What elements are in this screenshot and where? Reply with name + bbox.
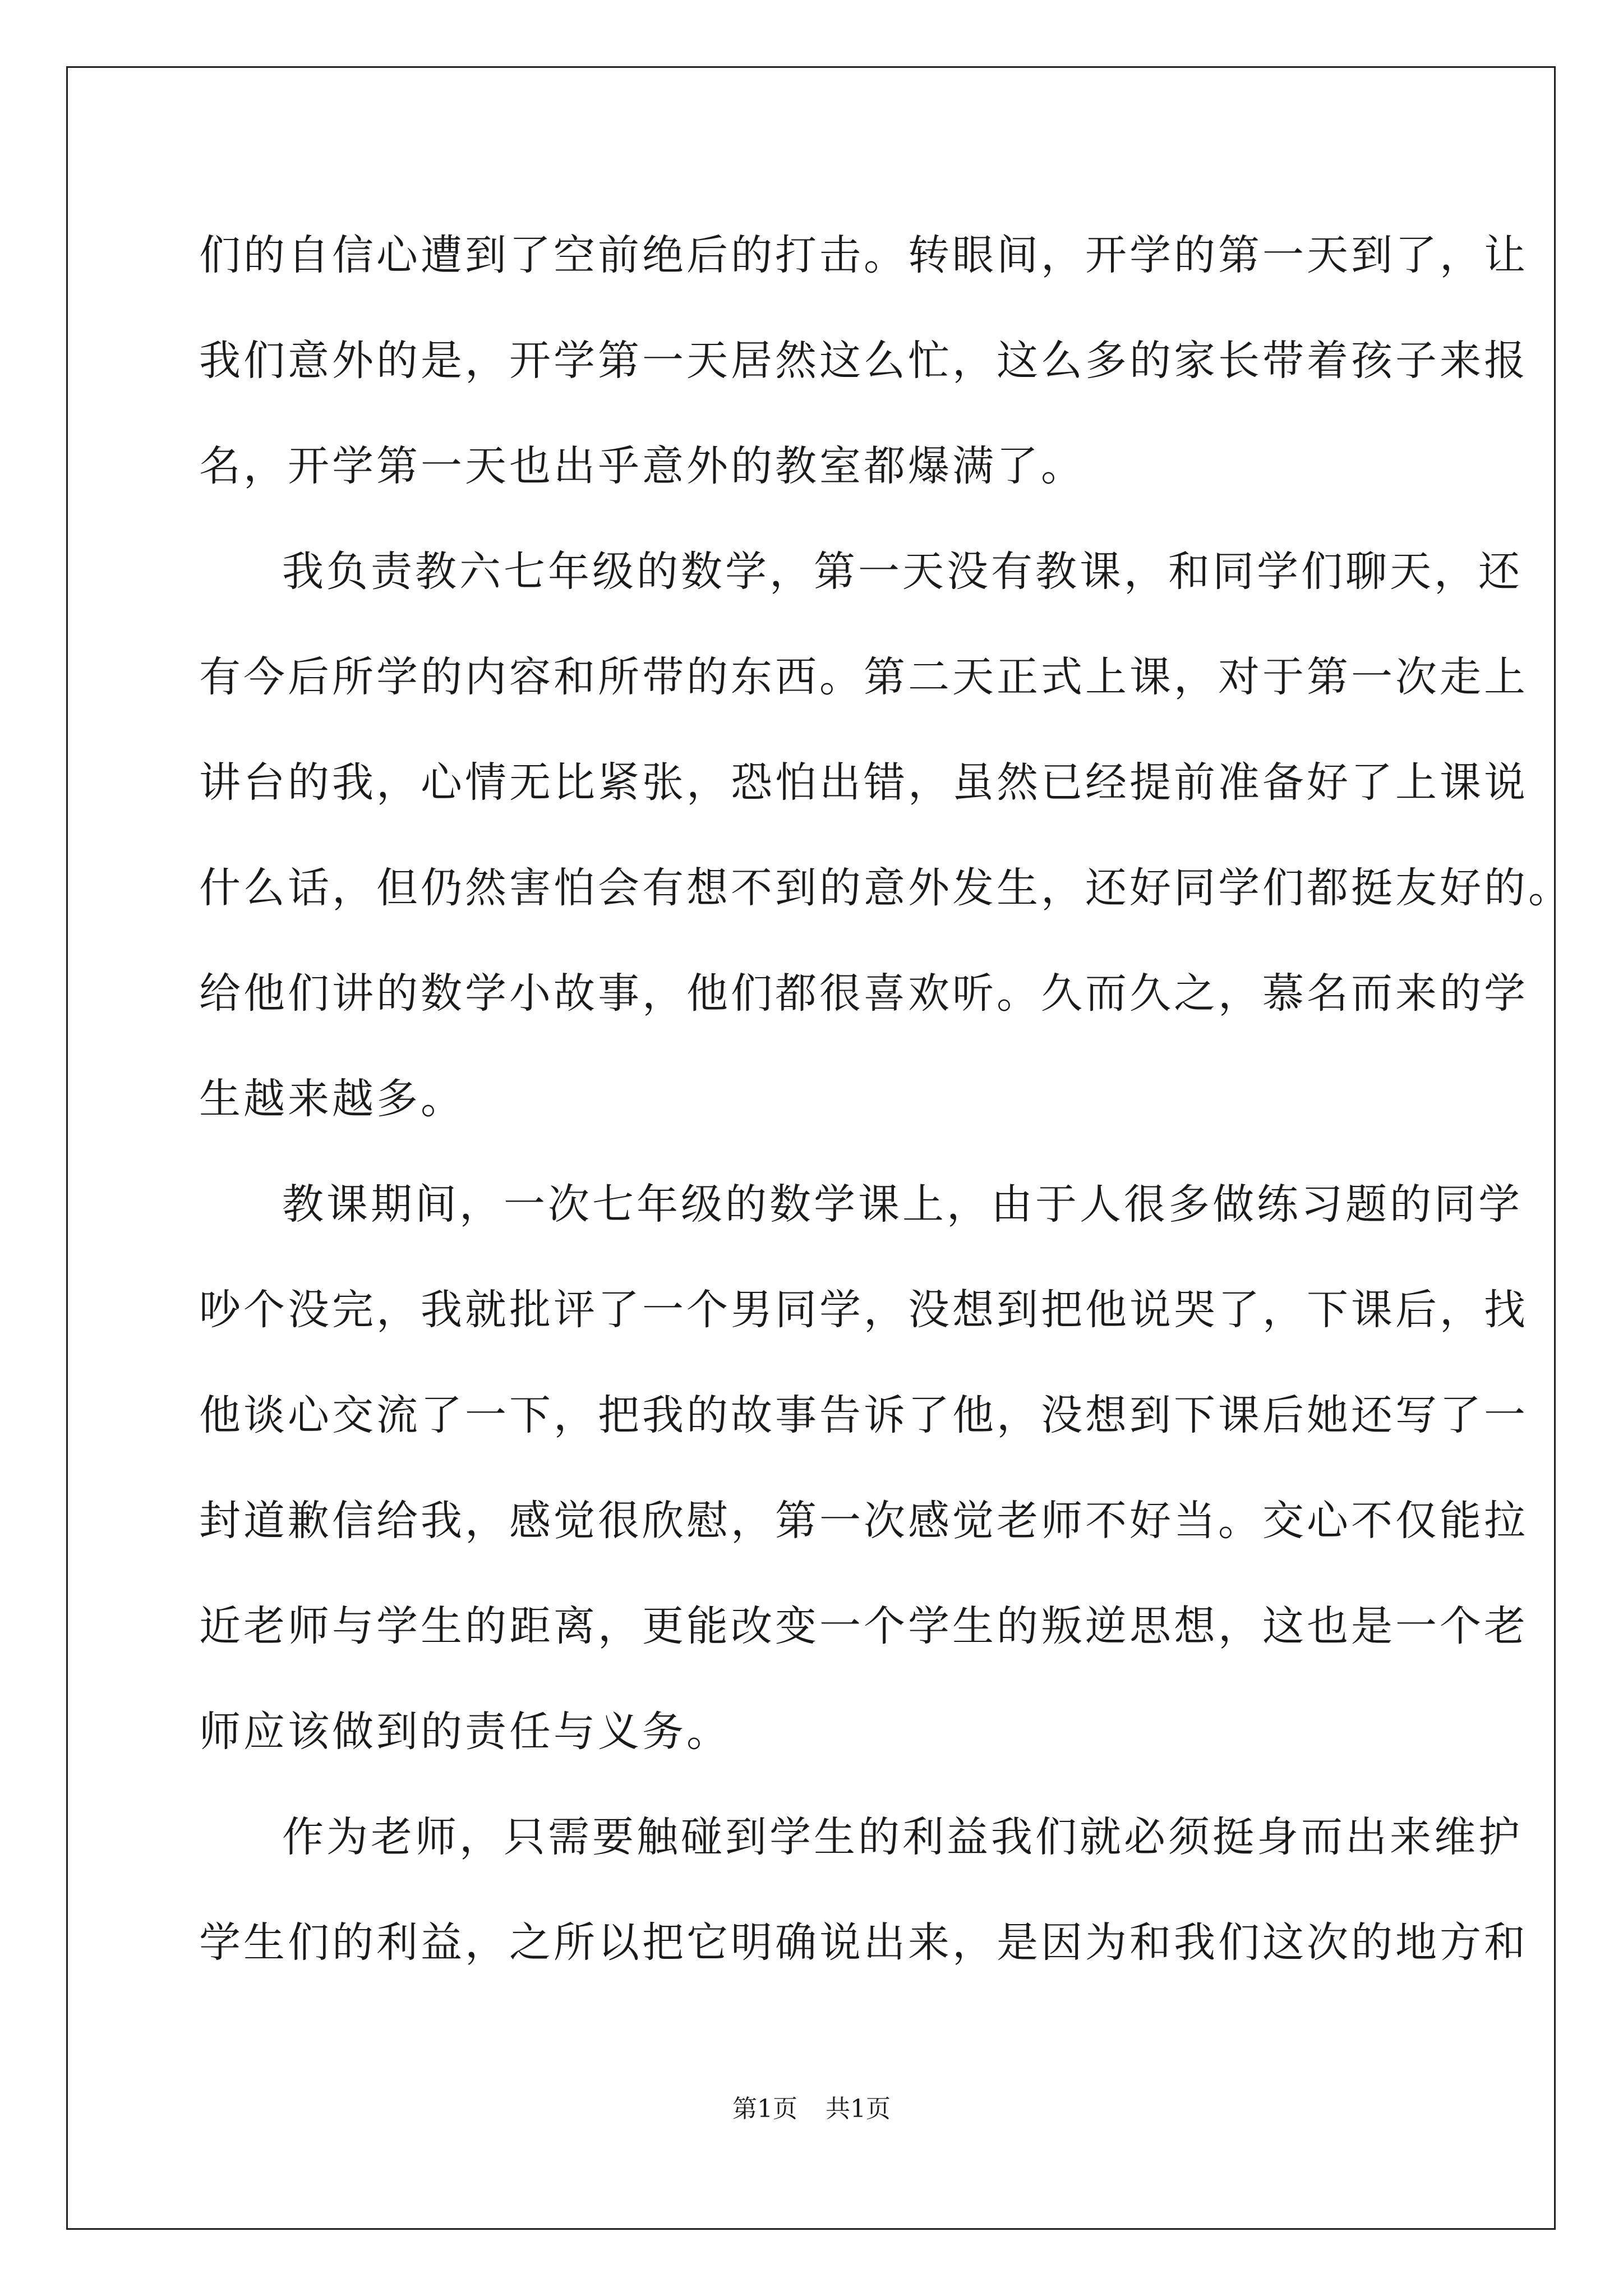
paragraph-first-line: 作为老师，只需要触碰到学生的利益我们就必须挺身而出来维护 — [282, 1813, 1523, 1861]
total-pages-label: 共1页 — [826, 2095, 891, 2123]
text-line: 他谈心交流了一下，把我的故事告诉了他，没想到下课后她还写了一 — [199, 1391, 1528, 1439]
text-line: 讲台的我，心情无比紧张，恐怕出错，虽然已经提前准备好了上课说 — [199, 758, 1528, 807]
page-footer — [0, 2092, 1623, 2126]
text-line: 师应该做到的责任与义务。 — [199, 1708, 731, 1756]
paragraph-first-line: 教课期间，一次七年级的数学课上，由于人很多做练习题的同学 — [282, 1180, 1523, 1228]
text-line: 学生们的利益，之所以把它明确说出来，是因为和我们这次的地方和 — [199, 1918, 1528, 1967]
text-line: 什么话，但仍然害怕会有想不到的意外发生，还好同学们都挺友好的。 — [199, 864, 1573, 912]
text-line: 给他们讲的数学小故事，他们都很喜欢听。久而久之，慕名而来的学 — [199, 969, 1528, 1018]
text-line: 生越来越多。 — [199, 1075, 465, 1123]
current-page-label: 第1页 — [732, 2095, 797, 2123]
text-line: 我们意外的是，开学第一天居然这么忙，这么多的家长带着孩子来报 — [199, 337, 1528, 385]
text-line: 有今后所学的内容和所带的东西。第二天正式上课，对于第一次走上 — [199, 653, 1528, 701]
text-line: 名，开学第一天也出乎意外的教室都爆满了。 — [199, 442, 1085, 490]
paragraph-first-line: 我负责教六七年级的数学，第一天没有教课，和同学们聊天，还 — [282, 547, 1523, 596]
text-line: 封道歉信给我，感觉很欣慰，第一次感觉老师不好当。交心不仅能拉 — [199, 1497, 1528, 1545]
text-line: 吵个没完，我就批评了一个男同学，没想到把他说哭了，下课后，找 — [199, 1286, 1528, 1334]
text-line: 们的自信心遭到了空前绝后的打击。转眼间，开学的第一天到了，让 — [199, 231, 1528, 279]
document-body — [199, 216, 1573, 2009]
text-line: 近老师与学生的距离，更能改变一个学生的叛逆思想，这也是一个老 — [199, 1602, 1528, 1650]
